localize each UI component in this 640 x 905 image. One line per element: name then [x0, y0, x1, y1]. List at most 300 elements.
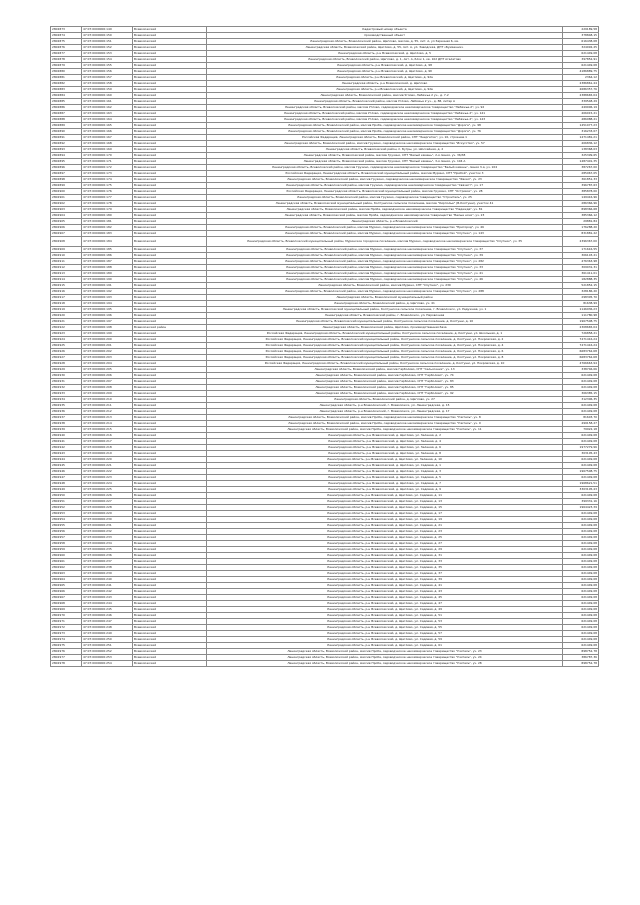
cadastral-cost: 286366,96: [563, 201, 599, 207]
row-id: 2802933: [51, 391, 82, 397]
address: Ленинградская область, р-н Всеволожский, д. Щеглово, ул. Зеленая, д. 8: [207, 451, 563, 457]
row-id: 2802970: [51, 613, 82, 619]
district: Всеволожский: [133, 601, 207, 607]
row-id: 2802900: [51, 189, 82, 195]
district: Всеволожский: [133, 451, 207, 457]
cadastral-cost: 306103,21: [563, 253, 599, 259]
row-id: 2802922: [51, 325, 82, 331]
cadastral-number: 47:07:0000000:222: [82, 469, 133, 475]
cadastral-number: 47:07:0000000:230: [82, 517, 133, 523]
district: Всеволожский: [133, 105, 207, 111]
row-id: 2802903: [51, 207, 82, 213]
district: Всеволожский: [133, 373, 207, 379]
row-id: 2802931: [51, 379, 82, 385]
row-id: 2802975: [51, 643, 82, 649]
district: Всеволожский: [133, 183, 207, 189]
address: Ленинградская область, Всеволожский район, массив Грузино, садоводческое некоммерческое товарищество "Белый камень", линия 3-я, уч. 104: [207, 165, 563, 171]
district: Всеволожский: [133, 283, 207, 289]
address: Ленинградская область, Всеволожский район, д. Щеглово, уч. 27: [207, 397, 563, 403]
cadastral-number: 47:07:0000000:224: [82, 481, 133, 487]
district: Всеволожский: [133, 189, 207, 195]
address: Ленинградская область, р-н Всеволожский, д. Щеглово, ул. Садовая, д. 11: [207, 493, 563, 499]
district: Всеволожский: [133, 213, 207, 219]
district: Всеволожский: [133, 129, 207, 135]
row-id: 2802899: [51, 183, 82, 189]
table-row: [51, 237, 599, 247]
row-id: 2802955: [51, 523, 82, 529]
cadastral-cost: 621449,08: [563, 409, 599, 415]
address: Ленинградская область, Всеволожский район, массив Проба, садоводческое некоммерческое товарищество "Учитель", уч. 9: [207, 421, 563, 427]
district: Всеволожский: [133, 661, 207, 667]
row-id: 2802916: [51, 289, 82, 295]
district: Всеволожский: [133, 159, 207, 165]
cadastral-cost: 171616,55: [563, 247, 599, 253]
cadastral-cost: 1967508,75: [563, 469, 599, 475]
address: Ленинградская область, Всеволожский район, массив Углово, садоводческое некоммерческое товарищество "Лебяжье-2", уч. 143: [207, 117, 563, 123]
district: Всеволожский район: [133, 325, 207, 331]
address: Ленинградская область, р-н Всеволожский, г. Всеволожск, ул. Ленинградская, д. 17: [207, 409, 563, 415]
cadastral-number: 47:07:0000000:244: [82, 601, 133, 607]
cadastral-cost: 726858,21: [563, 331, 599, 337]
district: Всеволожский: [133, 445, 207, 451]
cadastral-cost: 406015,21: [563, 111, 599, 117]
address: Российская Федерация, Ленинградская область, Всеволожский муниципальный район, Колтушское сельское поселение, д. Колтуши, ул. Покровская, д. 2: [207, 337, 563, 343]
district: Всеволожский: [133, 289, 207, 295]
cadastral-cost: 385878,00: [563, 189, 599, 195]
district: Всеволожский: [133, 57, 207, 63]
cadastral-number: 47:07:0000000:166: [82, 129, 133, 135]
cadastral-cost: 449006,19: [563, 105, 599, 111]
row-id: 2802964: [51, 577, 82, 583]
cadastral-number: 47:07:0000000:190: [82, 277, 133, 283]
cadastral-number: 47:07:0000000:169: [82, 147, 133, 153]
row-id: 2802875: [51, 39, 82, 45]
cadastral-cost: 2686357,76: [563, 87, 599, 93]
cadastral-number: 47:07:0000000:208: [82, 385, 133, 391]
district: Всеволожский: [133, 259, 207, 265]
cadastral-cost: 81603,70: [563, 415, 599, 421]
cadastral-cost: 621449,08: [563, 457, 599, 463]
cadastral-number: 47:07:0000000:200: [82, 337, 133, 343]
cadastral-cost: 1964423,39: [563, 505, 599, 511]
row-id: 2802946: [51, 469, 82, 475]
cadastral-cost: 7471416,24: [563, 337, 599, 343]
address: Ленинградская область, Всеволожский район, массив Проба, садоводческое некоммерческое товарищество "Дорога", уч. 76: [207, 129, 563, 135]
row-id: 2802893: [51, 147, 82, 153]
address: Российская Федерация, Ленинградская область, Всеволожский муниципальный район, Колтушское сельское поселение, д. Колтуши, ул. Покровская, д. 10: [207, 361, 563, 367]
address: Ленинградская область, Всеволожский район, массив Гарболово, СНТ "Гарболово", уч. 83: [207, 379, 563, 385]
cadastral-cost: 486988,21: [563, 117, 599, 123]
row-id: 2802912: [51, 265, 82, 271]
row-id: 2802947: [51, 475, 82, 481]
district: Всеволожский: [133, 595, 207, 601]
address: Ленинградская область, р-н Всеволожский, д. Щеглово, ул. Зеленая, д. 4: [207, 439, 563, 445]
cadastral-cost: 361411,01: [563, 271, 599, 277]
cadastral-cost: 621449,08: [563, 631, 599, 637]
row-id: 2802877: [51, 51, 82, 57]
cadastral-number: 47:07:0000000:229: [82, 511, 133, 517]
district: Всеволожский: [133, 39, 207, 45]
address: Российская Федерация, Ленинградская область, Всеволожский муниципальный район, Колтушское сельское поселение, д. Колтуши, ул. Покровская, д. 4: [207, 343, 563, 349]
district: Всеволожский: [133, 559, 207, 565]
address: Ленинградская область, р-н Всеволожский, д. Щеглово, ул. Садовая, д. 17: [207, 511, 563, 517]
district: Всеволожский: [133, 343, 207, 349]
row-id: 2802921: [51, 319, 82, 325]
cadastral-number: 47:07:0000000:242: [82, 589, 133, 595]
district: Всеволожский: [133, 649, 207, 655]
cadastral-number: 47:07:0000000:219: [82, 451, 133, 457]
row-id: 2802901: [51, 195, 82, 201]
cadastral-number: 47:07:0000000:162: [82, 105, 133, 111]
row-id: 2802951: [51, 499, 82, 505]
row-id: 2802974: [51, 637, 82, 643]
cadastral-number: 47:07:0000000:253: [82, 655, 133, 661]
district: Всеволожский: [133, 577, 207, 583]
row-id: 2802928: [51, 361, 82, 367]
cadastral-cost: 621449,08: [563, 439, 599, 445]
cadastral-cost: 1146936,23: [563, 307, 599, 313]
row-id: 2802966: [51, 589, 82, 595]
address: Ленинградская область, Всеволожский район, массив Мурино, садоводческое некоммерческое товарищество "Спутник", уч. 46: [207, 277, 563, 283]
cadastral-cost: 499158,27: [563, 421, 599, 427]
row-id: 2802907: [51, 231, 82, 237]
address: Ленинградская область, Всеволожский район, массив Гарболово, СНТ "Гарболово", уч. 85: [207, 385, 563, 391]
cadastral-number: 47:07:0000000:153: [82, 51, 133, 57]
address: Ленинградская область, Всеволожский район, Щеглово, производственная база: [207, 325, 563, 331]
cadastral-cost: 229189,58: [563, 27, 599, 33]
cadastral-number: 47:07:0000000:212: [82, 409, 133, 415]
row-id: 2802897: [51, 171, 82, 177]
cadastral-number: 47:07:0000000:165: [82, 123, 133, 129]
row-id: 2802945: [51, 463, 82, 469]
row-id: 2802889: [51, 123, 82, 129]
row-id: 2802925: [51, 343, 82, 349]
address: Ленинградская область, р-н Всеволожский, д. Щеглово, ул. Садовая, д. 47: [207, 601, 563, 607]
row-id: 2802944: [51, 457, 82, 463]
address: Ленинградская область, р-н Всеволожский, д. Щеглово, ул. Садовая, д. 29: [207, 547, 563, 553]
row-id: 2802911: [51, 259, 82, 265]
address: Ленинградская область, р-н Всеволожский, д. Щеглово, ул. Зеленая, д. 10: [207, 457, 563, 463]
cadastral-cost: 406836,12: [563, 141, 599, 147]
district: Всеволожский: [133, 553, 207, 559]
row-id: 2802930: [51, 373, 82, 379]
cadastral-cost: 2386861,44: [563, 81, 599, 87]
district: Всеволожский: [133, 219, 207, 225]
row-id: 2802886: [51, 105, 82, 111]
cadastral-number: 47:07:0000000:223: [82, 475, 133, 481]
cadastral-number: 47:07:0000000:167: [82, 135, 133, 141]
district: Всеволожский: [133, 583, 207, 589]
cadastral-cost: 616438,08: [563, 39, 599, 45]
address: Ленинградская область, Всеволожский район, массив Проба, садоводческое некоммерческое товарищество "Учитель", уч. 11: [207, 427, 563, 433]
row-id: 2802940: [51, 433, 82, 439]
cadastral-number: 47:07:0000000:188: [82, 265, 133, 271]
cadastral-cost: 621449,08: [563, 637, 599, 643]
cadastral-cost: 621449,08: [563, 373, 599, 379]
address: Ленинградская область, Всеволожский район, массив Мурино, садоводческое некоммерческое товарищество "Спутник", уч. 288: [207, 289, 563, 295]
address: производственный объект: [207, 33, 563, 39]
address: Ленинградская область, Всеволожский муниципальный район, Муринское городское поселение, массив Мурино, садоводческое некоммерческое товарищество "Спутник", уч. 35: [207, 237, 563, 247]
cadastral-cost: 399331,16: [563, 499, 599, 505]
address: Ленинградская область, р-н Всеволожский, д. Щеглово, ул. Садовая, д. 1: [207, 463, 563, 469]
cadastral-number: 47:07:0000000:246: [82, 613, 133, 619]
district: Всеволожский: [133, 33, 207, 39]
cadastral-cost: 176288,20: [563, 225, 599, 231]
cadastral-number: 47:07:0000000:179: [82, 207, 133, 213]
address: Ленинградская область, р-н Всеволожский, д. Щеглово, д. 9б: [207, 69, 563, 75]
row-id: 2802920: [51, 313, 82, 319]
cadastral-cost: 621449,08: [563, 523, 599, 529]
address: Ленинградская область, Всеволожский район, массив Проба, садоводческое некоммерческое товарищество "Учитель", уч. 24: [207, 655, 563, 661]
cadastral-cost: 621449,08: [563, 571, 599, 577]
cadastral-cost: 621449,08: [563, 63, 599, 69]
district: Всеволожский: [133, 523, 207, 529]
row-id: 2802914: [51, 277, 82, 283]
cadastral-number: 47:07:0000000:231: [82, 523, 133, 529]
cadastral-number: 47:07:0000000:238: [82, 565, 133, 571]
district: Всеволожский: [133, 397, 207, 403]
cadastral-cost: 621449,08: [563, 607, 599, 613]
address: Кадастровый номер объекта: [207, 27, 563, 33]
row-id: 2802891: [51, 135, 82, 141]
cadastral-number: 47:07:0000000:181: [82, 219, 133, 225]
row-id: 2802941: [51, 439, 82, 445]
cadastral-cost: 386787,36: [563, 655, 599, 661]
district: Всеволожский: [133, 565, 207, 571]
district: Всеволожский: [133, 619, 207, 625]
district: Всеволожский: [133, 463, 207, 469]
district: Всеволожский: [133, 637, 207, 643]
district: Всеволожский: [133, 631, 207, 637]
cadastral-cost: 339548,29: [563, 99, 599, 105]
cadastral-cost: 324092,25: [563, 45, 599, 51]
row-id: 2802908: [51, 237, 82, 247]
cadastral-number: 47:07:0000000:186: [82, 253, 133, 259]
cadastral-cost: 476363,98: [563, 259, 599, 265]
cadastral-cost: 621449,08: [563, 51, 599, 57]
address: Ленинградская область, Всеволожский район, массив Мурино, садоводческое некоммерческое товарищество "Спутник", уч. 39: [207, 253, 563, 259]
address: Ленинградская область, р-н Всеволожский, д. Щеглово, д. 98: [207, 63, 563, 69]
cadastral-cost: 621449,08: [563, 595, 599, 601]
row-id: 2802883: [51, 87, 82, 93]
row-id: 2802961: [51, 559, 82, 565]
district: Всеволожский: [133, 51, 207, 57]
district: Всеволожский: [133, 69, 207, 75]
address: Ленинградская область, Всеволожский район, массив Проба, садоводческое некоммерческое товарищество "Дорога", уч. 98: [207, 123, 563, 129]
cadastral-number: 47:07:0000000:195: [82, 307, 133, 313]
row-id: 2802934: [51, 397, 82, 403]
address: Ленинградская область, Всеволожский район, д. Щеглово, уч. 41: [207, 301, 563, 307]
district: Всеволожский: [133, 493, 207, 499]
row-id: 2802879: [51, 63, 82, 69]
row-id: 2802923: [51, 331, 82, 337]
cadastral-number: 47:07:0000000:173: [82, 171, 133, 177]
address: Ленинградская область, р-н Всеволожский, д. Щеглово, ул. Садовая, д. 23: [207, 529, 563, 535]
cadastral-number: 47:07:0000000:158: [82, 81, 133, 87]
district: Всеволожский: [133, 237, 207, 247]
cadastral-cost: 2364,12: [563, 75, 599, 81]
address: Ленинградская область, Всеволожский муниципальный район, Колтушское сельское поселение, массив "Кирполье" (В-Колтуши), участок 41: [207, 201, 563, 207]
district: Всеволожский: [133, 589, 207, 595]
cadastral-number: 47:07:0000000:251: [82, 643, 133, 649]
address: Ленинградская область, р-н Всеволожский, д. Щеглово, ул. Садовая, д. 59: [207, 637, 563, 643]
cadastral-cost: 111780,98: [563, 313, 599, 319]
row-id: 2802880: [51, 69, 82, 75]
cadastral-number: 47:07:0000000:232: [82, 529, 133, 535]
address: Ленинградская область, р-н Всеволожский, д. Щеглово, д. 92а: [207, 75, 563, 81]
cadastral-cost: 898366,68: [563, 207, 599, 213]
address: Ленинградская область, Всеволожский район, Щеглово, д. 55, лит. А, ул. Заводская, ДНТ «Бумажник»: [207, 45, 563, 51]
cadastral-cost: 621449,08: [563, 403, 599, 409]
row-id: 2802885: [51, 99, 82, 105]
row-id: 2802938: [51, 421, 82, 427]
cadastral-number: 47:07:0000000:149: [82, 27, 133, 33]
cadastral-cost: 621449,08: [563, 559, 599, 565]
cadastral-number: 47:07:0000000:227: [82, 499, 133, 505]
cadastral-number: 47:07:0000000:218: [82, 445, 133, 451]
cadastral-number: 47:07:0000000:187: [82, 259, 133, 265]
cadastral-number: 47:07:0000000:225: [82, 487, 133, 493]
address: Ленинградская область, р-н Всеволожский, д. Щеглово, ул. Садовая, д. 5: [207, 475, 563, 481]
address: Ленинградская область, р-н Всеволожский, д. Щеглово, ул. Зеленая, д. 6: [207, 445, 563, 451]
cadastral-cost: 316233,07: [563, 129, 599, 135]
cadastral-number: 47:07:0000000:204: [82, 361, 133, 367]
row-id: 2802878: [51, 57, 82, 63]
row-id: 2802943: [51, 451, 82, 457]
address: Российская Федерация, Ленинградская область, Всеволожский муниципальный район, Колтушское сельское поселение, д. Колтуши, ул. Покровская, д. 8: [207, 355, 563, 361]
address: Ленинградская область, р-н Всеволожский, д. Щеглово, ул. Садовая, д. 25: [207, 535, 563, 541]
row-id: 2802915: [51, 283, 82, 289]
cadastral-number: 47:07:0000000:243: [82, 595, 133, 601]
cadastral-number: 47:07:0000000:213: [82, 415, 133, 421]
row-id: 2802887: [51, 111, 82, 117]
district: Всеволожский: [133, 361, 207, 367]
district: Всеволожский: [133, 403, 207, 409]
cadastral-cost: 79922,18: [563, 427, 599, 433]
address: Ленинградская область, Всеволожский район, массив Мурино, садоводческое некоммерческое товарищество "Спутник", уч. 37: [207, 247, 563, 253]
row-id: 2802909: [51, 247, 82, 253]
row-id: 2802958: [51, 541, 82, 547]
cadastral-cost: 898752,78: [563, 649, 599, 655]
district: Всеволожский: [133, 409, 207, 415]
row-id: 2802963: [51, 571, 82, 577]
address: Ленинградская область, р-н Всеволожский, д. Щеглово, ул. Садовая, д. 55: [207, 625, 563, 631]
row-id: 2802976: [51, 649, 82, 655]
district: Всеволожский: [133, 201, 207, 207]
address: Ленинградская область, Всеволожский район, массив Грузино, садоводческое некоммерческое товарищество "Факел", уч. 23: [207, 177, 563, 183]
address: Ленинградская область, Всеволожский район, массив Мурино, садоводческое некоммерческое товарищество "Спутник", уч. 282: [207, 259, 563, 265]
cadastral-cost: 4766663,94: [563, 361, 599, 367]
district: Всеволожский: [133, 571, 207, 577]
cadastral-cost: 521852,15: [563, 283, 599, 289]
cadastral-cost: 328186,20: [563, 289, 599, 295]
cadastral-cost: 6683762,68: [563, 349, 599, 355]
cadastral-cost: 621449,08: [563, 577, 599, 583]
district: Всеволожский: [133, 421, 207, 427]
row-id: 2802896: [51, 165, 82, 171]
district: Всеволожский: [133, 313, 207, 319]
cadastral-cost: 309031,31: [563, 265, 599, 271]
district: Всеволожский: [133, 433, 207, 439]
row-id: 2802874: [51, 33, 82, 39]
district: Всеволожский: [133, 295, 207, 301]
district: Всеволожский: [133, 511, 207, 517]
address: Ленинградская область, р-н Всеволожский: [207, 219, 563, 225]
row-id: 2802926: [51, 349, 82, 355]
cadastral-number: 47:07:0000000:197: [82, 319, 133, 325]
row-id: 2802888: [51, 117, 82, 123]
cadastral-cost: 621449,08: [563, 643, 599, 649]
cadastral-number: 47:07:0000000:168: [82, 141, 133, 147]
cadastral-cost: 303105,43: [563, 451, 599, 457]
district: Всеволожский: [133, 499, 207, 505]
cadastral-cost: 149416,96: [563, 195, 599, 201]
cadastral-cost: 81638,99: [563, 301, 599, 307]
address: Ленинградская область, р-н Всеволожский, д. Щеглово, ул. Садовая, д. 61: [207, 643, 563, 649]
cadastral-number: 47:07:0000000:240: [82, 577, 133, 583]
cadastral-cost: 621449,08: [563, 613, 599, 619]
address: Российская Федерация, Ленинградская область, Всеволожский муниципальный район, массив Грузино, СНТ "Островок", уч. 28: [207, 189, 563, 195]
district: Всеволожский: [133, 529, 207, 535]
cadastral-cost: 621449,08: [563, 433, 599, 439]
cadastral-cost: 621449,08: [563, 541, 599, 547]
district: Всеволожский: [133, 195, 207, 201]
district: Всеволожский: [133, 135, 207, 141]
row-id: 2802895: [51, 159, 82, 165]
cadastral-cost: 182888,35: [563, 277, 599, 283]
cadastral-number: 47:07:0000000:254: [82, 661, 133, 667]
cadastral-cost: 621449,08: [563, 529, 599, 535]
district: Всеволожский: [133, 379, 207, 385]
cadastral-number: 47:07:0000000:175: [82, 183, 133, 189]
cadastral-cost: 621449,08: [563, 565, 599, 571]
address: Ленинградская область, р-н Всеволожский, д. Щеглово, ул. Садовая, д. 3: [207, 469, 563, 475]
address: Ленинградская область, р-н Всеволожский, д. Щеглово, ул. Садовая, д. 39: [207, 577, 563, 583]
row-id: 2802905: [51, 219, 82, 225]
row-id: 2802913: [51, 271, 82, 277]
district: Всеволожский: [133, 301, 207, 307]
row-id: 2802977: [51, 655, 82, 661]
cadastral-number: 47:07:0000000:178: [82, 201, 133, 207]
address: Ленинградская область, р-н Всеволожский, д. Щеглово, ул. Садовая, д. 51: [207, 613, 563, 619]
district: Всеволожский: [133, 391, 207, 397]
cadastral-cost: 621449,08: [563, 475, 599, 481]
address: Ленинградская область, р-н Всеволожский, д. Щеглово, ул. Садовая, д. 9: [207, 487, 563, 493]
district: Всеволожский: [133, 265, 207, 271]
address: Российская Федерация, Ленинградская область, Всеволожский муниципальный район, Колтушское сельское поселение, д. Колтуши, ул. Покровская, д. 6: [207, 349, 563, 355]
cadastral-number: 47:07:0000000:248: [82, 625, 133, 631]
district: Всеволожский: [133, 505, 207, 511]
district: Всеволожский: [133, 613, 207, 619]
cadastral-cost: 6683762,68: [563, 355, 599, 361]
cadastral-cost: 3303105,43: [563, 487, 599, 493]
cadastral-cost: 29881,84: [563, 219, 599, 225]
cadastral-cost: 385366,12: [563, 213, 599, 219]
address: Ленинградская область, р-н Всеволожский, д. Щеглово, д. 92в: [207, 87, 563, 93]
district: Всеволожский: [133, 319, 207, 325]
cadastral-number: 47:07:0000000:202: [82, 349, 133, 355]
district: Всеволожский: [133, 337, 207, 343]
cadastral-number: 47:07:0000000:185: [82, 247, 133, 253]
cadastral-number: 47:07:0000000:228: [82, 505, 133, 511]
cadastral-number: 47:07:0000000:180: [82, 213, 133, 219]
row-id: 2802910: [51, 253, 82, 259]
cadastral-cost: 1967508,75: [563, 319, 599, 325]
district: Всеволожский: [133, 123, 207, 129]
cadastral-number: 47:07:0000000:207: [82, 379, 133, 385]
cadastral-number: 47:07:0000000:206: [82, 373, 133, 379]
district: Всеволожский: [133, 271, 207, 277]
